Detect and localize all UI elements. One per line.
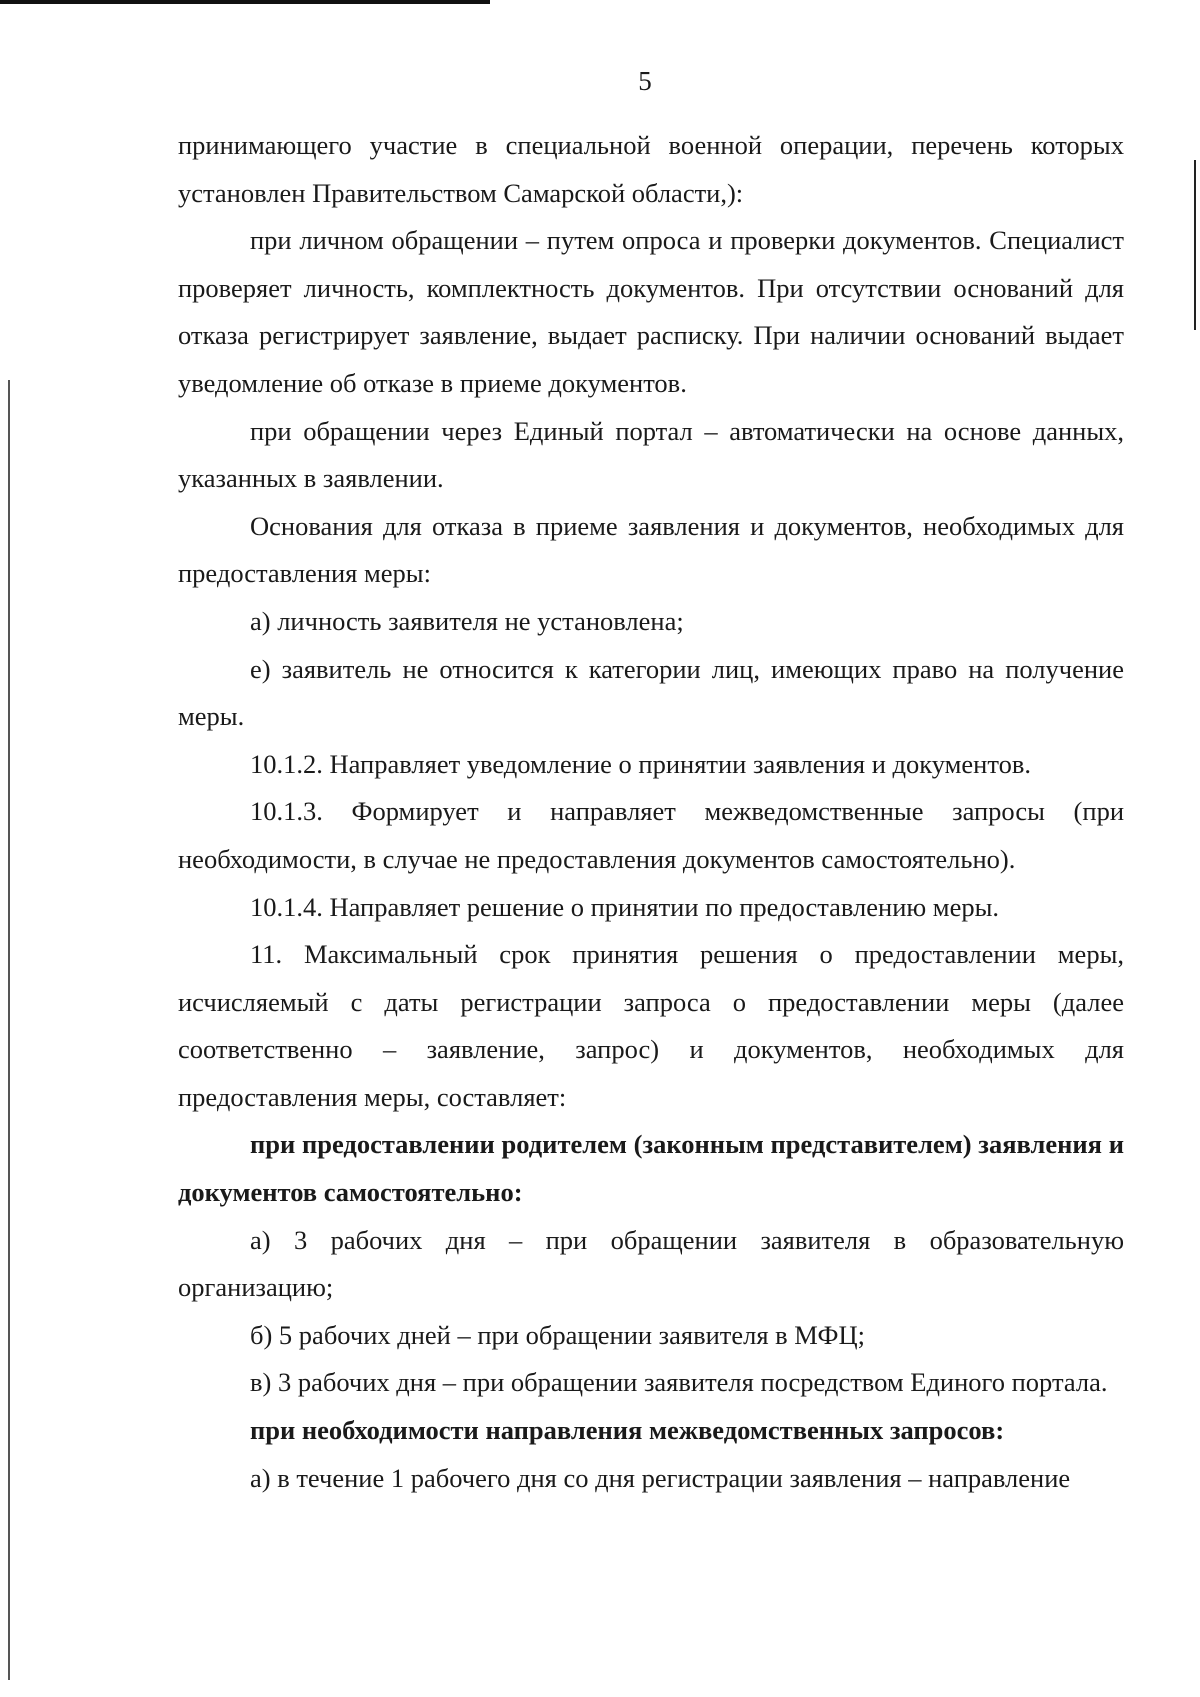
page-number: 5 <box>638 66 652 96</box>
clause-11: 11. Максимальный срок принятия решения о предоставлении меры, исчисляемый с даты регистрации запроса о предоставлении меры (далее соответственно – заявление, запрос) и документов, необходимых для предоставления меры, составляет: <box>178 939 1124 1112</box>
clause-10-1-3: 10.1.3. Формирует и направляет межведомственные запросы (при необходимости, в случае не предоставления документов самостоятельно). <box>178 796 1124 874</box>
list-item-identity: а) личность заявителя не установлена; <box>250 605 684 636</box>
heading-interagency-requests: при необходимости направления межведомственных запросов: <box>250 1415 1005 1446</box>
scan-edge-right <box>1194 160 1196 330</box>
paragraph-refusal-grounds: Основания для отказа в приеме заявления и документов, необходимых для предоставления меры: <box>178 510 1124 589</box>
list-item-mfc: б) 5 рабочих дней – при обращении заявителя в МФЦ; <box>250 1319 865 1350</box>
list-item-portal: в) 3 рабочих дня – при обращении заявителя посредством Единого портала. <box>250 1367 1108 1398</box>
list-item-category: е) заявитель не относится к категории лиц, имеющих право на получение меры. <box>178 653 1124 732</box>
list-item-first-day: а) в течение 1 рабочего дня со дня регистрации заявления – направление <box>250 1462 1071 1493</box>
list-item-school: а) 3 рабочих дня – при обращении заявителя в образовательную организацию; <box>178 1224 1124 1303</box>
clause-10-1-4: 10.1.4. Направляет решение о принятии по предоставлению меры. <box>250 891 1000 922</box>
scan-edge-top <box>0 0 490 4</box>
clause-10-1-2: 10.1.2. Направляет уведомление о принятии заявления и документов. <box>250 748 1031 779</box>
paragraph-unified-portal: при обращении через Единый портал – автоматически на основе данных, указанных в заявлении. <box>178 415 1124 494</box>
paragraph-personal-visit: при личном обращении – путем опроса и проверки документов. Специалист проверяет личность, комплектность документов. При отсутствии оснований для отказа регистрирует заявление, выдает расписку. При наличии оснований выдает уведомление об отказе в приеме документов. <box>178 225 1124 398</box>
document-body <box>178 122 1124 1502</box>
scan-edge-left <box>8 380 10 1680</box>
paragraph-continuation: принимающего участие в специальной военной операции, перечень которых установлен Правительством Самарской области,): <box>178 130 1124 208</box>
heading-self-submission: при предоставлении родителем (законным представителем) заявления и документов самостоятельно: <box>178 1129 1124 1208</box>
